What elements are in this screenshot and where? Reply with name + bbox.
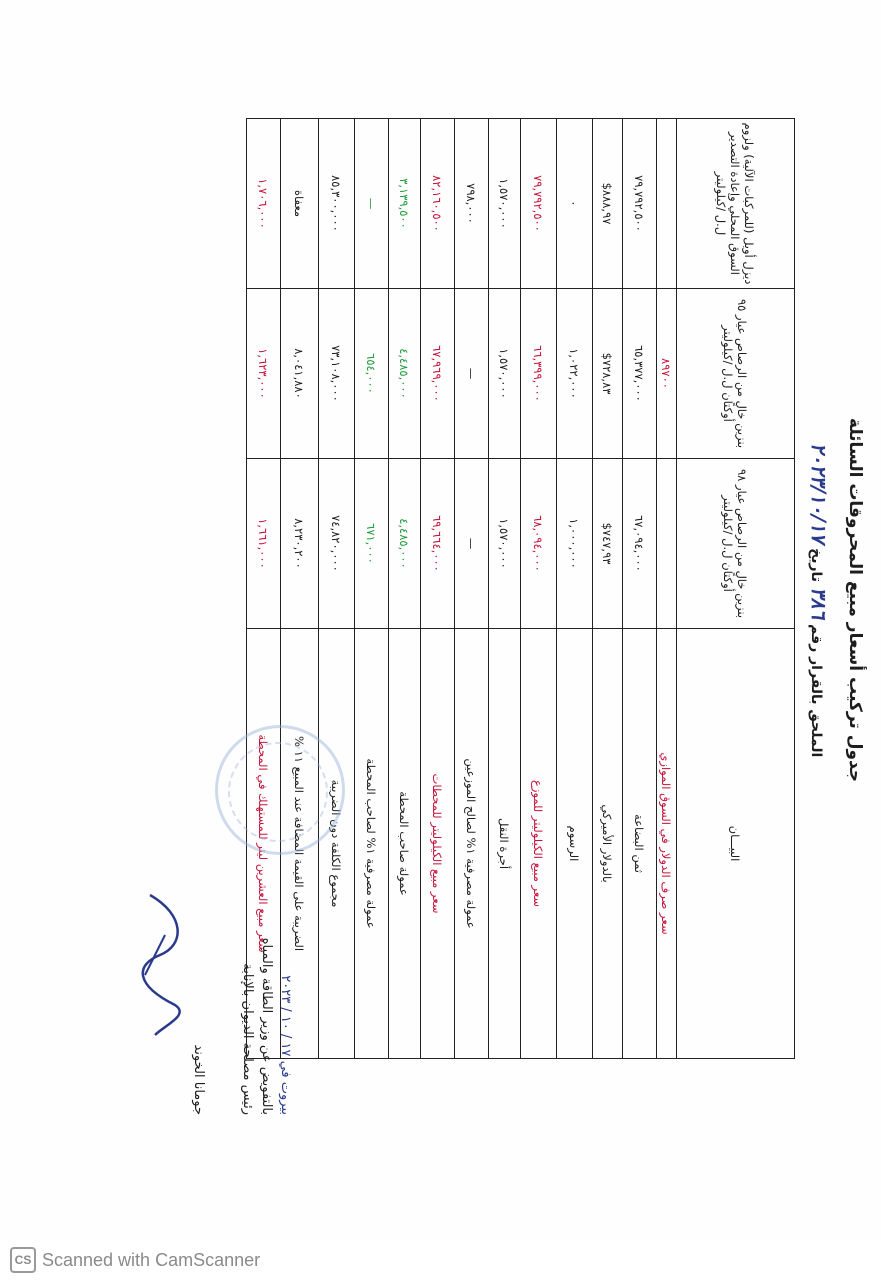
delegation-line: بالتفويض عن وزير الطاقة والمياه (259, 937, 274, 1115)
cell-diesel: ٨٢,١٦٠,٥٠٠ (421, 119, 455, 289)
row-label: سعر مبيع الكيلوليتر للمحطات (421, 629, 455, 1059)
handwritten-signature (125, 875, 205, 1045)
camscanner-text: Scanned with CamScanner (42, 1249, 261, 1270)
cell-diesel: ١,٥٧٠,٠٠٠ (489, 119, 521, 289)
cell-98: ٧٤٧,٩٣$ (593, 459, 623, 629)
cell-98: ٦٧١,٠٠٠ (355, 459, 389, 629)
cell-95: ١,٥٧٠,٠٠٠ (489, 289, 521, 459)
cell-98: ٤,٤٨٥,٠٠٠ (389, 459, 421, 629)
cell-98: ١,٠٠٠,٠٠٠ (557, 459, 593, 629)
cell-98: ٦٩,٦٦٤,٠٠٠ (421, 459, 455, 629)
document-title: جدول تركيب أسعار مبيع المحروقات السائلة (845, 417, 865, 783)
cell-98: ١,٥٧٠,٠٠٠ (489, 459, 521, 629)
cell-95: ٤,٤٨٥,٠٠٠ (389, 289, 421, 459)
row-label: أجرة النقل (489, 629, 521, 1059)
cell-98 (657, 459, 677, 629)
row-label: بالدولار الأميركي (593, 629, 623, 1059)
cell-diesel: ٣,١٣٩,٥٠٠ (389, 119, 421, 289)
cell-diesel: معفاة (281, 119, 319, 289)
row-label: سعر صرف الدولار في السوق الموازي (657, 629, 677, 1059)
cell-95: ٧٣,١٠٨,٠٠٠ (319, 289, 355, 459)
table-row (593, 119, 623, 1059)
header-diesel: ديزل أويل (للمركبات الآلية) ولزوم السوق المحلي وإعادة التصدير ل.ل /كيلوليتر (677, 119, 795, 289)
row-label: ثمن البضاعة (623, 629, 657, 1059)
row-label: عمولة صاحب المحطة (389, 629, 421, 1059)
cell-diesel: ٧٩,٧٩٢,٥٠٠ (521, 119, 557, 289)
cell-95: ٨٩٧٠٠ (657, 289, 677, 459)
table-row (521, 119, 557, 1059)
table-row (421, 119, 455, 1059)
cell-diesel: ٨٨٨,٩٧$ (593, 119, 623, 289)
header-statement: البيـــان (677, 629, 795, 1059)
table-row (389, 119, 421, 1059)
cell-98: — (455, 459, 489, 629)
row-label: عمولة مصرفية ١% لصالح الموزعين (455, 629, 489, 1059)
decision-number: ٣٨٦ (807, 586, 831, 620)
cell-95: — (455, 289, 489, 459)
row-label: عمولة مصرفية ١% لصاحب المحطة (355, 629, 389, 1059)
cell-diesel (657, 119, 677, 289)
cell-95: ٦٥٤,٠٠٠ (355, 289, 389, 459)
cell-98: ٦٨,٠٩٤,٠٠٠ (521, 459, 557, 629)
cell-95: ١,٠٢٢,٠٠٠ (557, 289, 593, 459)
official-stamp (215, 725, 345, 855)
document-subtitle (807, 85, 831, 1115)
table-header-row (677, 119, 795, 1059)
cell-diesel: ٧٩,٧٩٢,٥٠٠ (623, 119, 657, 289)
title-line: رئيس مصلحة الديوان بالإنابة (240, 963, 255, 1115)
cell-98: ٧٤,٨٢٠,٠٠٠ (319, 459, 355, 629)
table-row (355, 119, 389, 1059)
table-row (455, 119, 489, 1059)
subtitle-date-label: تاريخ (808, 548, 824, 583)
table-row (557, 119, 593, 1059)
cell-98: ٦٧,٠٩٤,٠٠٠ (623, 459, 657, 629)
cell-95: ١,٦٢٣,٠٠٠ (247, 289, 281, 459)
rotated-document (105, 85, 865, 1115)
table-row (489, 119, 521, 1059)
cell-95: ٧٢٨,٨٣$ (593, 289, 623, 459)
header-petrol-95: بنزين خالٍ من الرصاص عيار ٩٥ أوكتان ل.ل /كيلوليتر (677, 289, 795, 459)
cell-95: ٦٦,٣٩٩,٠٠٠ (521, 289, 557, 459)
fuel-price-table (246, 118, 795, 1059)
row-label: مجموع الكلفة دون الضريبة (319, 629, 355, 1059)
cell-diesel: ١,٧٠٦,٠٠٠ (247, 119, 281, 289)
cell-diesel: ٨٥,٣٠٠,٠٠٠ (319, 119, 355, 289)
row-label: الضريبة على القيمة المضافة عند المبيع ١١ % (281, 629, 319, 1059)
camscanner-logo-icon: CS (10, 1247, 36, 1273)
camscanner-watermark (0, 1240, 881, 1280)
cell-diesel: ٠ (557, 119, 593, 289)
place-date: بيروت في ١٧ / ١٠ / ٢٠٢٣ (278, 975, 293, 1115)
cell-98: ١,٦٦١,٠٠٠ (247, 459, 281, 629)
cell-98: ٨,٢٣٠,٢٠٠ (281, 459, 319, 629)
cell-95: ٨,٠٤١,٨٨٠ (281, 289, 319, 459)
row-label: الرسوم (557, 629, 593, 1059)
signatory-name: جومانا الخوند (191, 1044, 206, 1115)
cell-diesel: — (355, 119, 389, 289)
cell-diesel: ٧٩٨,٠٠٠ (455, 119, 489, 289)
cell-95: ٦٧,٩٦٩,٠٠٠ (421, 289, 455, 459)
table-row (319, 119, 355, 1059)
row-label: سعر مبيع العشرين ليتر للمستهلك في المحطة (247, 629, 281, 1059)
decision-date: ٢٠٢٣/١٠/١٧ (807, 442, 831, 544)
subtitle-prefix: الملحق بالقرار رقم (808, 624, 824, 758)
row-label: سعر مبيع الكيلوليتر للموزع (521, 629, 557, 1059)
table-row (623, 119, 657, 1059)
cell-95: ٦٥,٣٧٧,٠٠٠ (623, 289, 657, 459)
table-row (657, 119, 677, 1059)
header-petrol-98: بنزين خالٍ من الرصاص عيار ٩٨ أوكتان ل.ل /كيلوليتر (677, 459, 795, 629)
